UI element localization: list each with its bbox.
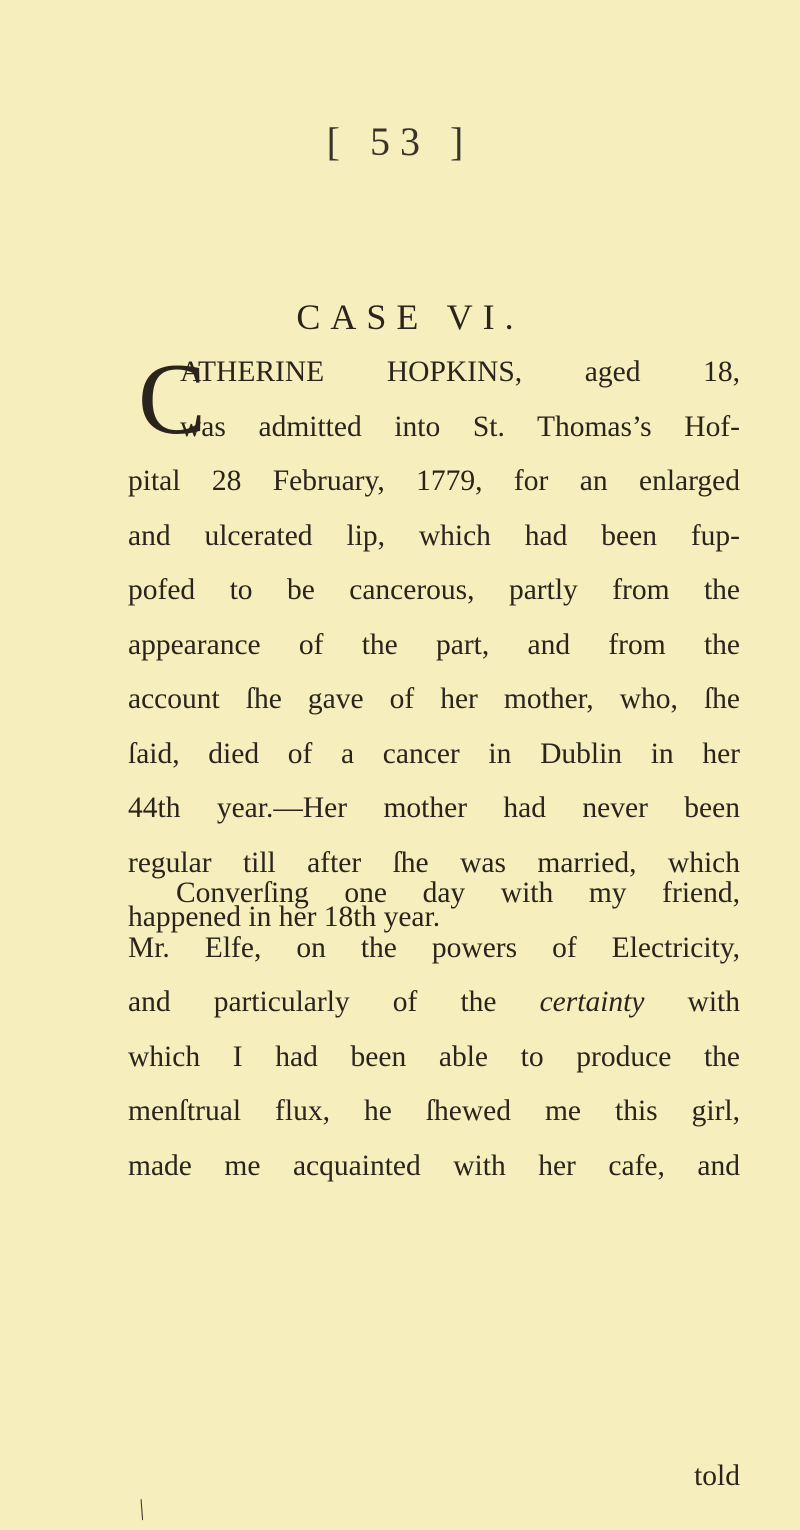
text-line: Converſing one day with my friend, — [176, 877, 740, 909]
text-line — [128, 975, 740, 1030]
text-line: was admitted into St. Thomas’s Hof- — [180, 410, 740, 443]
text-line: happened in her 18th year. — [128, 901, 441, 933]
text-line: menſtrual flux, he ſhewed me this girl, — [128, 1095, 740, 1127]
text-line: and ulcerated lip, which had been fup- — [128, 519, 740, 552]
text-run: and particularly of the — [128, 986, 540, 1018]
case-heading: CASE VI. — [296, 297, 524, 337]
text-line: pofed to be cancerous, partly from the — [128, 574, 740, 606]
italic-word: certainty — [539, 986, 645, 1018]
text-line: regular till after ſhe was married, which — [128, 846, 740, 879]
text-line: account ſhe gave of her mother, who, ſhe — [128, 683, 740, 715]
page-number: [ 53 ] — [326, 119, 474, 164]
drop-cap: C — [138, 343, 207, 456]
text-line: pital 28 February, 1779, for an enlarged — [128, 465, 740, 497]
catchword: told — [694, 1460, 740, 1492]
text-run: with — [644, 986, 740, 1018]
text-line: ATHERINE HOPKINS, aged 18, — [180, 356, 740, 388]
paragraph-1 — [128, 345, 740, 945]
paragraph-2 — [128, 866, 740, 1193]
text-line: appearance of the part, and from the — [128, 628, 740, 661]
text-line: 44th year.—Her mother had never been — [128, 792, 740, 824]
text-line: ſaid, died of a cancer in Dublin in her — [128, 737, 740, 770]
ink-mark: ⁄ — [130, 1497, 153, 1523]
text-line: which I had been able to produce the — [128, 1040, 740, 1073]
text-line: made me acquainted with her cafe, and — [128, 1149, 740, 1182]
text-line: Mr. Elfe, on the powers of Electricity, — [128, 931, 740, 964]
